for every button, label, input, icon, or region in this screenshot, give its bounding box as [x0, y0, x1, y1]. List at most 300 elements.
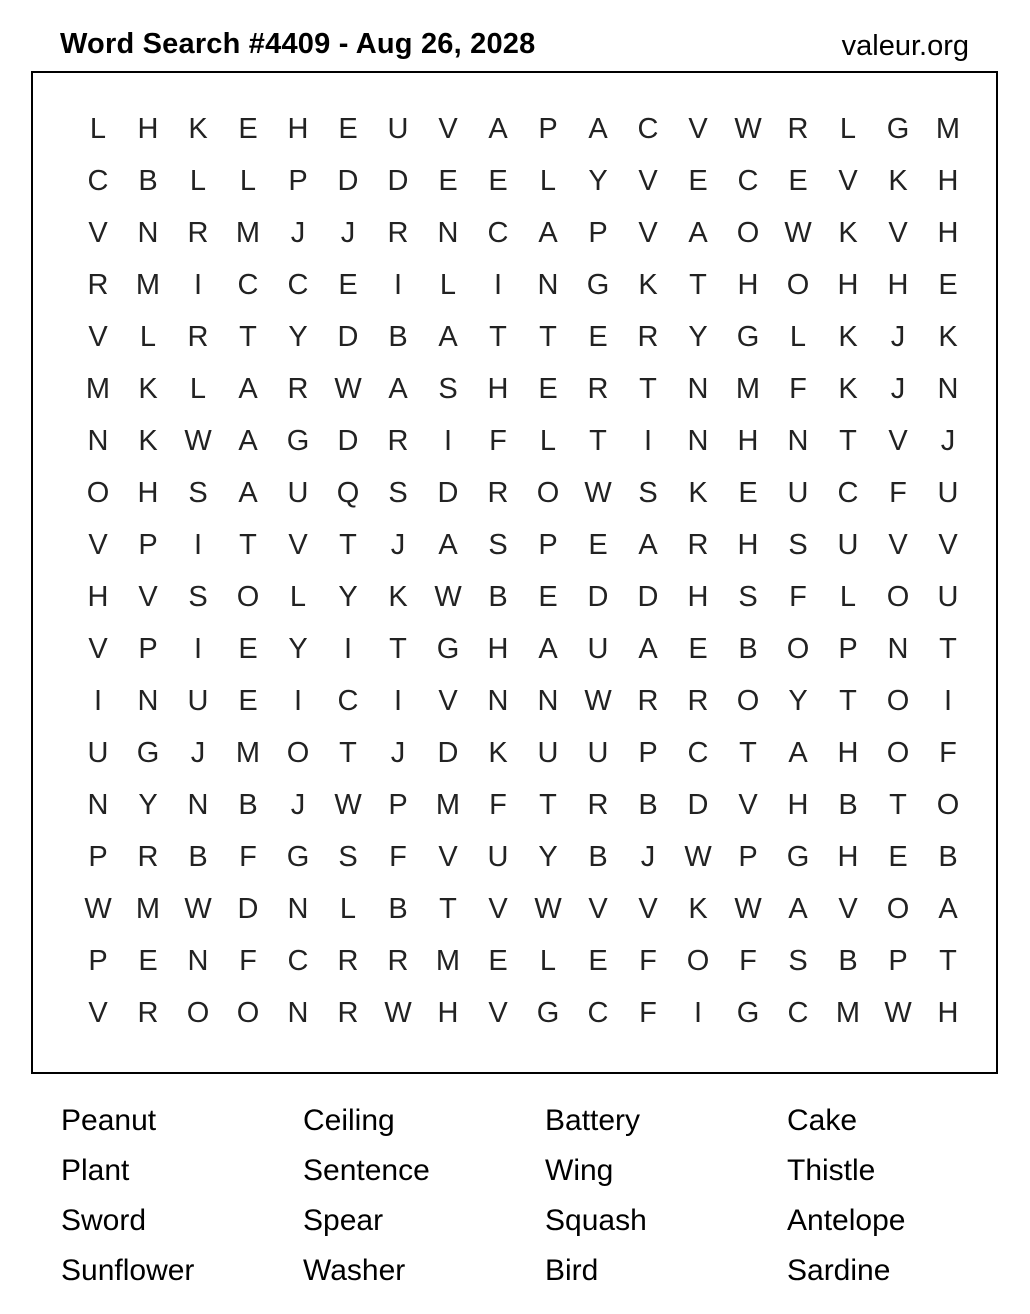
grid-cell[interactable]: U: [187, 684, 209, 717]
grid-cell[interactable]: F: [239, 944, 257, 977]
grid-cell[interactable]: C: [787, 996, 809, 1029]
grid-cell[interactable]: U: [787, 476, 809, 509]
grid-cell[interactable]: C: [737, 164, 759, 197]
grid-cell[interactable]: T: [339, 528, 357, 561]
grid-cell[interactable]: B: [738, 632, 758, 665]
grid-cell[interactable]: N: [437, 216, 459, 249]
grid-cell[interactable]: R: [487, 476, 509, 509]
grid-cell[interactable]: M: [435, 788, 461, 821]
grid-cell[interactable]: L: [139, 320, 157, 353]
grid-cell[interactable]: A: [238, 372, 258, 405]
grid-cell[interactable]: A: [688, 216, 708, 249]
grid-cell[interactable]: P: [538, 528, 558, 561]
grid-cell[interactable]: N: [537, 684, 559, 717]
grid-cell[interactable]: B: [238, 788, 258, 821]
grid-cell[interactable]: E: [488, 164, 508, 197]
grid-cell[interactable]: E: [538, 580, 558, 613]
grid-cell[interactable]: Y: [338, 580, 358, 613]
grid-cell[interactable]: P: [588, 216, 608, 249]
grid-cell[interactable]: C: [237, 268, 259, 301]
grid-cell[interactable]: V: [138, 580, 158, 613]
grid-cell[interactable]: A: [238, 424, 258, 457]
grid-cell[interactable]: F: [789, 580, 807, 613]
grid-cell[interactable]: J: [290, 216, 306, 249]
grid-cell[interactable]: V: [438, 112, 458, 145]
grid-cell[interactable]: S: [788, 528, 808, 561]
grid-cell[interactable]: D: [237, 892, 259, 925]
grid-cell[interactable]: Y: [788, 684, 808, 717]
grid-cell[interactable]: A: [488, 112, 508, 145]
grid-cell[interactable]: L: [539, 944, 557, 977]
grid-cell[interactable]: O: [86, 476, 110, 509]
grid-cell[interactable]: R: [637, 320, 659, 353]
grid-cell[interactable]: P: [738, 840, 758, 873]
grid-cell[interactable]: D: [337, 164, 359, 197]
grid-cell[interactable]: S: [738, 580, 758, 613]
grid-cell[interactable]: B: [138, 164, 158, 197]
grid-cell[interactable]: P: [638, 736, 658, 769]
grid-cell[interactable]: M: [435, 944, 461, 977]
grid-cell[interactable]: M: [735, 372, 761, 405]
grid-cell[interactable]: N: [687, 372, 709, 405]
grid-cell[interactable]: O: [236, 996, 260, 1029]
grid-cell[interactable]: O: [886, 892, 910, 925]
grid-cell[interactable]: S: [638, 476, 658, 509]
grid-cell[interactable]: N: [887, 632, 909, 665]
grid-cell[interactable]: W: [734, 892, 762, 925]
grid-cell[interactable]: S: [438, 372, 458, 405]
grid-cell[interactable]: V: [488, 892, 508, 925]
grid-cell[interactable]: E: [238, 684, 258, 717]
grid-cell[interactable]: A: [638, 632, 658, 665]
grid-cell[interactable]: T: [339, 736, 357, 769]
grid-cell[interactable]: N: [137, 216, 159, 249]
grid-cell[interactable]: J: [890, 372, 906, 405]
grid-cell[interactable]: O: [886, 580, 910, 613]
grid-cell[interactable]: E: [138, 944, 158, 977]
grid-cell[interactable]: O: [236, 580, 260, 613]
grid-cell[interactable]: G: [586, 268, 610, 301]
grid-cell[interactable]: M: [935, 112, 961, 145]
grid-cell[interactable]: I: [293, 684, 303, 717]
grid-cell[interactable]: A: [588, 112, 608, 145]
grid-cell[interactable]: W: [734, 112, 762, 145]
grid-cell[interactable]: N: [787, 424, 809, 457]
grid-cell[interactable]: S: [188, 476, 208, 509]
grid-cell[interactable]: G: [286, 424, 310, 457]
grid-cell[interactable]: U: [387, 112, 409, 145]
grid-cell[interactable]: L: [89, 112, 107, 145]
grid-cell[interactable]: W: [884, 996, 912, 1029]
grid-cell[interactable]: T: [939, 632, 957, 665]
grid-cell[interactable]: R: [187, 320, 209, 353]
grid-cell[interactable]: O: [536, 476, 560, 509]
grid-cell[interactable]: W: [434, 580, 462, 613]
grid-cell[interactable]: A: [638, 528, 658, 561]
grid-cell[interactable]: Y: [288, 320, 308, 353]
grid-cell[interactable]: K: [688, 476, 708, 509]
grid-cell[interactable]: U: [537, 736, 559, 769]
grid-cell[interactable]: C: [687, 736, 709, 769]
grid-cell[interactable]: R: [787, 112, 809, 145]
grid-cell[interactable]: W: [184, 892, 212, 925]
grid-cell[interactable]: G: [786, 840, 810, 873]
grid-cell[interactable]: O: [186, 996, 210, 1029]
grid-cell[interactable]: R: [187, 216, 209, 249]
grid-cell[interactable]: B: [938, 840, 958, 873]
grid-cell[interactable]: J: [940, 424, 956, 457]
grid-cell[interactable]: A: [538, 216, 558, 249]
grid-cell[interactable]: D: [337, 424, 359, 457]
grid-cell[interactable]: P: [838, 632, 858, 665]
grid-cell[interactable]: U: [487, 840, 509, 873]
grid-cell[interactable]: U: [87, 736, 109, 769]
grid-cell[interactable]: E: [438, 164, 458, 197]
grid-cell[interactable]: B: [488, 580, 508, 613]
grid-cell[interactable]: N: [87, 788, 109, 821]
grid-cell[interactable]: T: [389, 632, 407, 665]
grid-cell[interactable]: V: [288, 528, 308, 561]
grid-cell[interactable]: F: [639, 944, 657, 977]
grid-cell[interactable]: K: [638, 268, 658, 301]
grid-cell[interactable]: T: [439, 892, 457, 925]
grid-cell[interactable]: E: [888, 840, 908, 873]
grid-cell[interactable]: V: [938, 528, 958, 561]
grid-cell[interactable]: D: [337, 320, 359, 353]
grid-cell[interactable]: L: [239, 164, 257, 197]
grid-cell[interactable]: T: [689, 268, 707, 301]
grid-cell[interactable]: P: [88, 944, 108, 977]
grid-cell[interactable]: O: [286, 736, 310, 769]
grid-cell[interactable]: L: [189, 164, 207, 197]
grid-cell[interactable]: O: [736, 216, 760, 249]
grid-cell[interactable]: R: [687, 528, 709, 561]
grid-cell[interactable]: V: [838, 164, 858, 197]
grid-cell[interactable]: U: [287, 476, 309, 509]
grid-cell[interactable]: W: [334, 788, 362, 821]
grid-cell[interactable]: E: [938, 268, 958, 301]
grid-cell[interactable]: I: [343, 632, 353, 665]
grid-cell[interactable]: H: [437, 996, 459, 1029]
grid-cell[interactable]: K: [838, 320, 858, 353]
grid-cell[interactable]: H: [87, 580, 109, 613]
grid-cell[interactable]: S: [338, 840, 358, 873]
grid-cell[interactable]: M: [85, 372, 111, 405]
grid-cell[interactable]: M: [135, 892, 161, 925]
grid-cell[interactable]: G: [436, 632, 460, 665]
grid-cell[interactable]: K: [838, 372, 858, 405]
grid-cell[interactable]: K: [488, 736, 508, 769]
grid-cell[interactable]: V: [688, 112, 708, 145]
grid-cell[interactable]: L: [839, 112, 857, 145]
grid-cell[interactable]: E: [588, 944, 608, 977]
grid-cell[interactable]: U: [837, 528, 859, 561]
grid-cell[interactable]: H: [487, 632, 509, 665]
grid-cell[interactable]: R: [387, 944, 409, 977]
grid-cell[interactable]: I: [643, 424, 653, 457]
grid-cell[interactable]: O: [686, 944, 710, 977]
grid-cell[interactable]: N: [937, 372, 959, 405]
grid-cell[interactable]: F: [739, 944, 757, 977]
grid-cell[interactable]: H: [787, 788, 809, 821]
grid-cell[interactable]: H: [837, 268, 859, 301]
grid-cell[interactable]: W: [84, 892, 112, 925]
grid-cell[interactable]: J: [190, 736, 206, 769]
grid-cell[interactable]: I: [193, 528, 203, 561]
grid-cell[interactable]: C: [487, 216, 509, 249]
grid-cell[interactable]: V: [738, 788, 758, 821]
grid-cell[interactable]: J: [640, 840, 656, 873]
grid-cell[interactable]: B: [388, 892, 408, 925]
grid-cell[interactable]: W: [334, 372, 362, 405]
grid-cell[interactable]: R: [137, 996, 159, 1029]
grid-cell[interactable]: V: [488, 996, 508, 1029]
grid-cell[interactable]: H: [737, 528, 759, 561]
grid-cell[interactable]: G: [886, 112, 910, 145]
grid-cell[interactable]: E: [338, 268, 358, 301]
grid-cell[interactable]: V: [838, 892, 858, 925]
grid-cell[interactable]: H: [937, 216, 959, 249]
grid-cell[interactable]: H: [837, 840, 859, 873]
grid-cell[interactable]: N: [687, 424, 709, 457]
grid-cell[interactable]: L: [339, 892, 357, 925]
grid-cell[interactable]: B: [188, 840, 208, 873]
grid-cell[interactable]: L: [539, 424, 557, 457]
grid-cell[interactable]: R: [587, 372, 609, 405]
grid-cell[interactable]: V: [638, 216, 658, 249]
grid-cell[interactable]: O: [736, 684, 760, 717]
grid-cell[interactable]: V: [638, 164, 658, 197]
grid-cell[interactable]: I: [943, 684, 953, 717]
grid-cell[interactable]: A: [788, 892, 808, 925]
grid-cell[interactable]: C: [87, 164, 109, 197]
grid-cell[interactable]: M: [135, 268, 161, 301]
grid-cell[interactable]: K: [688, 892, 708, 925]
grid-cell[interactable]: Y: [288, 632, 308, 665]
grid-cell[interactable]: E: [688, 164, 708, 197]
grid-cell[interactable]: M: [235, 216, 261, 249]
grid-cell[interactable]: U: [587, 736, 609, 769]
grid-cell[interactable]: I: [93, 684, 103, 717]
grid-cell[interactable]: K: [188, 112, 208, 145]
grid-cell[interactable]: B: [838, 788, 858, 821]
grid-cell[interactable]: F: [939, 736, 957, 769]
grid-cell[interactable]: D: [387, 164, 409, 197]
grid-cell[interactable]: E: [238, 112, 258, 145]
grid-cell[interactable]: P: [388, 788, 408, 821]
grid-cell[interactable]: T: [589, 424, 607, 457]
grid-cell[interactable]: L: [439, 268, 457, 301]
grid-cell[interactable]: J: [890, 320, 906, 353]
grid-cell[interactable]: K: [138, 424, 158, 457]
grid-cell[interactable]: E: [488, 944, 508, 977]
grid-cell[interactable]: K: [838, 216, 858, 249]
grid-cell[interactable]: F: [489, 788, 507, 821]
grid-cell[interactable]: W: [784, 216, 812, 249]
grid-cell[interactable]: N: [287, 892, 309, 925]
grid-cell[interactable]: V: [438, 840, 458, 873]
grid-cell[interactable]: F: [789, 372, 807, 405]
grid-cell[interactable]: R: [87, 268, 109, 301]
grid-cell[interactable]: V: [88, 996, 108, 1029]
grid-cell[interactable]: T: [839, 684, 857, 717]
grid-cell[interactable]: U: [937, 580, 959, 613]
grid-cell[interactable]: W: [534, 892, 562, 925]
grid-cell[interactable]: Q: [336, 476, 360, 509]
grid-cell[interactable]: F: [889, 476, 907, 509]
grid-cell[interactable]: T: [889, 788, 907, 821]
grid-cell[interactable]: E: [688, 632, 708, 665]
grid-cell[interactable]: N: [87, 424, 109, 457]
grid-cell[interactable]: C: [337, 684, 359, 717]
grid-cell[interactable]: W: [384, 996, 412, 1029]
grid-cell[interactable]: P: [538, 112, 558, 145]
grid-cell[interactable]: V: [88, 632, 108, 665]
grid-cell[interactable]: T: [539, 320, 557, 353]
grid-cell[interactable]: V: [638, 892, 658, 925]
grid-cell[interactable]: K: [388, 580, 408, 613]
grid-cell[interactable]: J: [290, 788, 306, 821]
grid-cell[interactable]: J: [390, 528, 406, 561]
grid-cell[interactable]: G: [736, 996, 760, 1029]
grid-cell[interactable]: R: [387, 216, 409, 249]
grid-cell[interactable]: H: [887, 268, 909, 301]
grid-cell[interactable]: E: [788, 164, 808, 197]
grid-cell[interactable]: L: [189, 372, 207, 405]
grid-cell[interactable]: N: [537, 268, 559, 301]
grid-cell[interactable]: I: [193, 268, 203, 301]
grid-cell[interactable]: I: [393, 684, 403, 717]
grid-cell[interactable]: R: [137, 840, 159, 873]
grid-cell[interactable]: C: [287, 268, 309, 301]
grid-cell[interactable]: C: [587, 996, 609, 1029]
grid-cell[interactable]: A: [388, 372, 408, 405]
grid-cell[interactable]: H: [737, 424, 759, 457]
grid-cell[interactable]: H: [937, 996, 959, 1029]
grid-cell[interactable]: S: [388, 476, 408, 509]
grid-cell[interactable]: F: [639, 996, 657, 1029]
grid-cell[interactable]: K: [938, 320, 958, 353]
grid-cell[interactable]: V: [588, 892, 608, 925]
grid-cell[interactable]: Y: [538, 840, 558, 873]
grid-cell[interactable]: U: [937, 476, 959, 509]
grid-cell[interactable]: G: [536, 996, 560, 1029]
grid-cell[interactable]: D: [437, 476, 459, 509]
grid-cell[interactable]: D: [587, 580, 609, 613]
grid-cell[interactable]: J: [340, 216, 356, 249]
grid-cell[interactable]: C: [637, 112, 659, 145]
grid-cell[interactable]: E: [588, 320, 608, 353]
grid-cell[interactable]: S: [788, 944, 808, 977]
grid-cell[interactable]: B: [638, 788, 658, 821]
grid-cell[interactable]: O: [786, 632, 810, 665]
grid-cell[interactable]: G: [286, 840, 310, 873]
grid-cell[interactable]: A: [538, 632, 558, 665]
grid-cell[interactable]: V: [88, 528, 108, 561]
grid-cell[interactable]: T: [739, 736, 757, 769]
grid-cell[interactable]: D: [637, 580, 659, 613]
grid-cell[interactable]: N: [287, 996, 309, 1029]
grid-cell[interactable]: L: [789, 320, 807, 353]
grid-cell[interactable]: W: [584, 476, 612, 509]
grid-cell[interactable]: L: [539, 164, 557, 197]
grid-cell[interactable]: G: [736, 320, 760, 353]
grid-cell[interactable]: O: [886, 736, 910, 769]
grid-cell[interactable]: F: [239, 840, 257, 873]
grid-cell[interactable]: O: [936, 788, 960, 821]
grid-cell[interactable]: V: [438, 684, 458, 717]
grid-cell[interactable]: E: [538, 372, 558, 405]
grid-cell[interactable]: B: [388, 320, 408, 353]
grid-cell[interactable]: T: [489, 320, 507, 353]
grid-cell[interactable]: E: [238, 632, 258, 665]
grid-cell[interactable]: R: [587, 788, 609, 821]
grid-cell[interactable]: T: [639, 372, 657, 405]
grid-cell[interactable]: N: [137, 684, 159, 717]
grid-cell[interactable]: I: [393, 268, 403, 301]
grid-cell[interactable]: E: [738, 476, 758, 509]
grid-cell[interactable]: R: [637, 684, 659, 717]
grid-cell[interactable]: H: [837, 736, 859, 769]
grid-cell[interactable]: Y: [588, 164, 608, 197]
grid-cell[interactable]: M: [835, 996, 861, 1029]
grid-cell[interactable]: Y: [688, 320, 708, 353]
grid-cell[interactable]: T: [939, 944, 957, 977]
grid-cell[interactable]: N: [487, 684, 509, 717]
grid-cell[interactable]: A: [238, 476, 258, 509]
grid-cell[interactable]: Y: [138, 788, 158, 821]
grid-cell[interactable]: W: [584, 684, 612, 717]
grid-cell[interactable]: T: [839, 424, 857, 457]
grid-cell[interactable]: T: [239, 320, 257, 353]
grid-cell[interactable]: U: [587, 632, 609, 665]
grid-cell[interactable]: H: [937, 164, 959, 197]
grid-cell[interactable]: L: [839, 580, 857, 613]
grid-cell[interactable]: P: [138, 528, 158, 561]
grid-cell[interactable]: R: [337, 996, 359, 1029]
grid-cell[interactable]: H: [737, 268, 759, 301]
grid-cell[interactable]: C: [287, 944, 309, 977]
grid-cell[interactable]: W: [184, 424, 212, 457]
grid-cell[interactable]: R: [337, 944, 359, 977]
grid-cell[interactable]: J: [390, 736, 406, 769]
grid-cell[interactable]: P: [88, 840, 108, 873]
grid-cell[interactable]: P: [288, 164, 308, 197]
grid-cell[interactable]: H: [137, 112, 159, 145]
grid-cell[interactable]: C: [837, 476, 859, 509]
grid-cell[interactable]: N: [187, 944, 209, 977]
grid-cell[interactable]: T: [239, 528, 257, 561]
grid-cell[interactable]: A: [788, 736, 808, 769]
grid-cell[interactable]: K: [888, 164, 908, 197]
grid-cell[interactable]: W: [684, 840, 712, 873]
grid-cell[interactable]: H: [137, 476, 159, 509]
grid-cell[interactable]: H: [487, 372, 509, 405]
grid-cell[interactable]: M: [235, 736, 261, 769]
grid-cell[interactable]: F: [389, 840, 407, 873]
grid-cell[interactable]: D: [687, 788, 709, 821]
grid-cell[interactable]: L: [289, 580, 307, 613]
grid-cell[interactable]: I: [493, 268, 503, 301]
grid-cell[interactable]: V: [888, 216, 908, 249]
grid-cell[interactable]: D: [437, 736, 459, 769]
grid-cell[interactable]: A: [438, 320, 458, 353]
grid-cell[interactable]: A: [438, 528, 458, 561]
grid-cell[interactable]: O: [886, 684, 910, 717]
grid-cell[interactable]: B: [588, 840, 608, 873]
grid-cell[interactable]: A: [938, 892, 958, 925]
grid-cell[interactable]: P: [888, 944, 908, 977]
